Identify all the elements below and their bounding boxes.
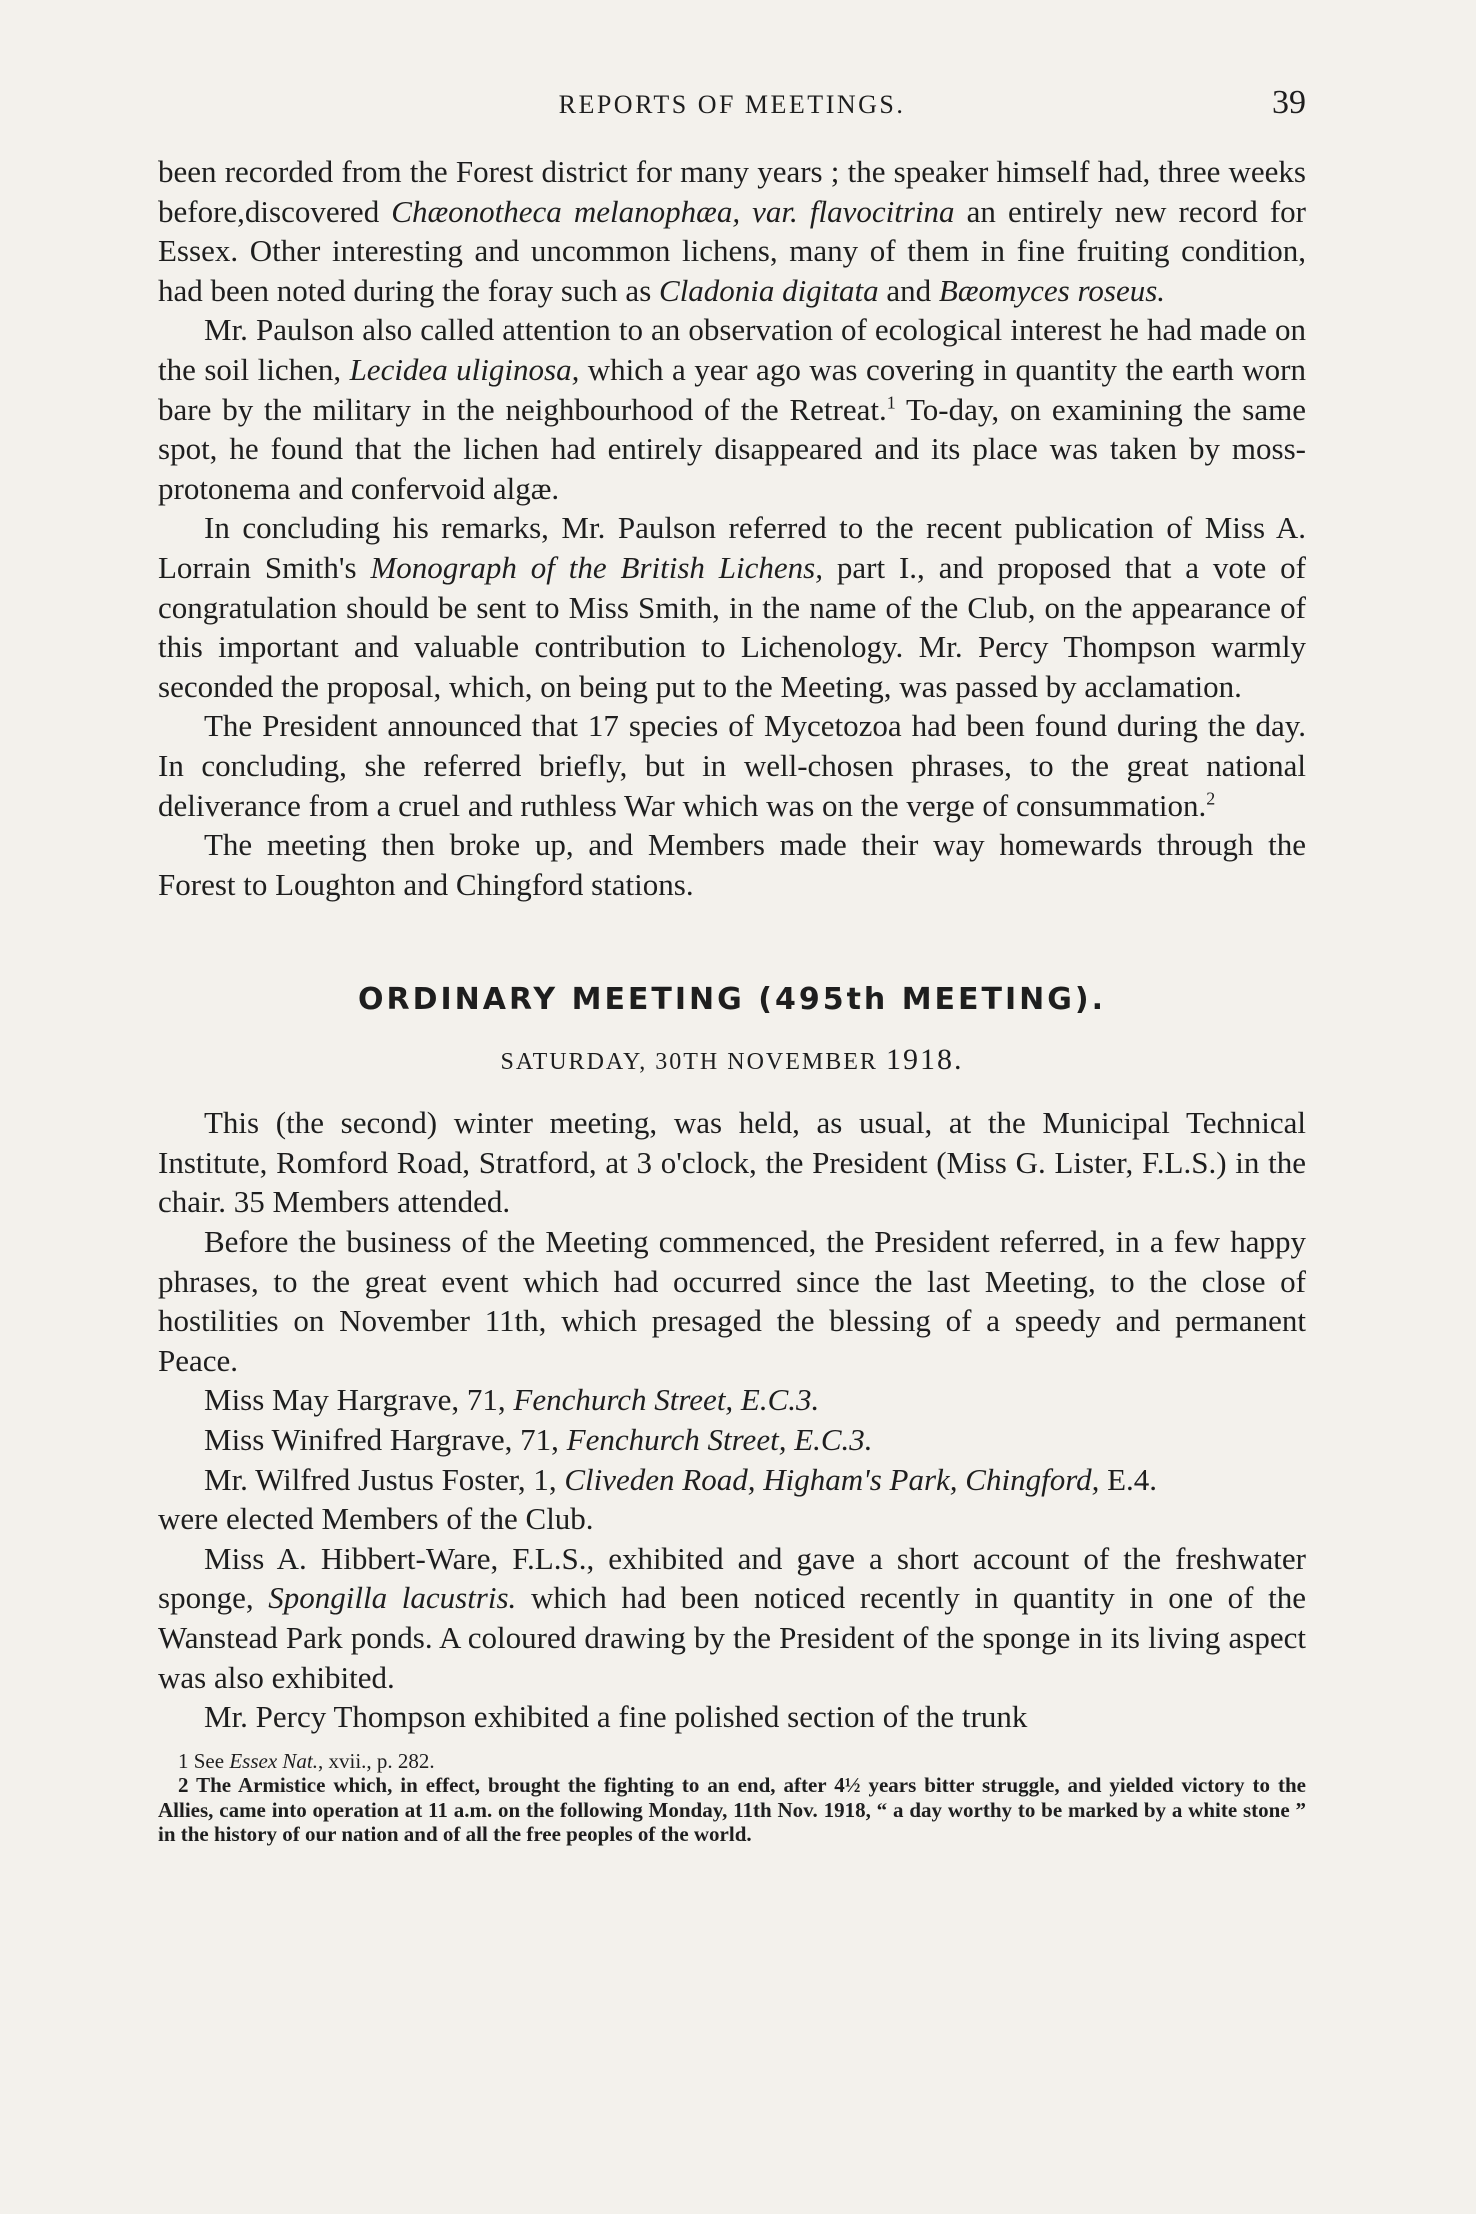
section-heading: ORDINARY MEETING (495th MEETING). xyxy=(357,982,1107,1018)
paragraph-8: were elected Members of the Club. xyxy=(158,1501,594,1537)
paragraph-3 xyxy=(158,508,1306,706)
section-date xyxy=(158,1043,1306,1077)
paragraph-3-text-a: In concluding his remarks, Mr. Paulson referred to the recent publication of Miss A. Lorrain Smith's xyxy=(158,510,1306,585)
species-name: Spongilla lacustris. xyxy=(268,1580,517,1616)
section-date-day: SATURDAY, 30TH NOVEMBER xyxy=(500,1049,886,1076)
paragraph-4 xyxy=(158,706,1306,825)
paragraph-1 xyxy=(158,152,1306,310)
footnote-1-source: Essex Nat. xyxy=(229,1748,318,1773)
paragraph-3-text-c: part I., and proposed that a vote of congratulation should be sent to Miss Smith, in the name of the Club, on the appearance of this important and valuable contribution to Lichenology. Mr. Percy Thompson warmly seconded the proposal, which, on being put to the Meeting, was passed by acclamation. xyxy=(158,549,1306,704)
member-address-tail: E.4. xyxy=(1099,1461,1158,1497)
member-address: Fenchurch Street, E.C.3. xyxy=(513,1382,820,1418)
footnote-mark-2[interactable]: 2 xyxy=(1206,788,1216,809)
paragraph-7: Before the business of the Meeting commenced, the President referred, in a few happy phrases, to the great event which had occurred since the last Meeting, to the close of hostilities on November 11th, which presaged the blessing of a speedy and permanent Peace. xyxy=(158,1224,1306,1378)
body-text-2 xyxy=(158,1103,1306,1737)
paragraph-2 xyxy=(158,310,1306,508)
species-name: Chæonotheca melanophæa, var. flavocitrina xyxy=(391,193,955,229)
paragraph-4-text-a: The President announced that 17 species of Mycetozoa had been found during the day. In concluding, she referred briefly, but in well-chosen phrases, to the great national deliverance from a cruel and ruthless War which was on the verge of consummation. xyxy=(158,708,1306,823)
paragraph-6: This (the second) winter meeting, was held, as usual, at the Municipal Technical Institute, Romford Road, Stratford, at 3 o'clock, the President (Miss G. Lister, F.L.S.) in the chair. 35 Members attended. xyxy=(158,1105,1306,1220)
member-name: Miss Winifred Hargrave, 71, xyxy=(204,1422,567,1458)
member-entry xyxy=(158,1420,1306,1460)
paragraph-1-text-e: and xyxy=(878,272,939,308)
page-number: 39 xyxy=(1272,84,1306,121)
member-name: Miss May Hargrave, 71, xyxy=(204,1382,514,1418)
species-name: Bæomyces roseus. xyxy=(938,272,1166,308)
member-address: Cliveden Road, Higham's Park, Chingford, xyxy=(564,1461,1100,1497)
body-text xyxy=(158,152,1306,904)
footnote-1 xyxy=(158,1749,1306,1774)
member-name: Mr. Wilfred Justus Foster, 1, xyxy=(204,1461,565,1497)
member-address: Fenchurch Street, E.C.3. xyxy=(566,1422,873,1458)
footnote-1-rest: , xvii., p. 282. xyxy=(317,1748,435,1773)
book-title: Monograph of the British Lichens, xyxy=(370,549,823,585)
paragraph-1-text-c: an entirely new record for Essex. Other interesting and uncommon lichens, many of them in fine fruiting condition, had been noted during the foray such as xyxy=(158,193,1306,308)
footnote-1-mark: 1 See xyxy=(178,1748,230,1773)
paragraph-9-text-c: which had been noticed recently in quantity in one of the Wanstead Park ponds. A coloured drawing by the President of the sponge in its living aspect was also exhibited. xyxy=(158,1580,1306,1695)
paragraph-9-text-a: Miss A. Hibbert-Ware, F.L.S., exhibited and gave a short account of the freshwater sponge, xyxy=(158,1540,1306,1616)
paragraph-2-text-c: which a year ago was covering in quantity the earth worn bare by the military in the neighbourhood of the Retreat. xyxy=(158,351,1306,427)
paragraph-2-text-a: Mr. Paulson also called attention to an observation of ecological interest he had made on the soil lichen, xyxy=(158,312,1306,387)
paragraph-10: Mr. Percy Thompson exhibited a fine polished section of the trunk xyxy=(204,1699,1028,1735)
running-head xyxy=(158,84,1306,134)
running-title: REPORTS OF MEETINGS. xyxy=(558,90,906,119)
species-name: Lecidea uliginosa, xyxy=(349,351,580,387)
footnote-2: 2 The Armistice which, in effect, brought the fighting to an end, after 4½ years bitter struggle, and yielded victory to the Allies, came into operation at 11 a.m. on the following Monday, 11th Nov. 1918, “ a day worthy to be marked by a white stone ” in the history of our nation and of all the free peoples of the world. xyxy=(158,1773,1306,1847)
member-entry xyxy=(158,1460,1306,1500)
species-name: Cladonia digitata xyxy=(659,272,879,308)
footnotes xyxy=(158,1749,1306,1847)
paragraph-9 xyxy=(158,1539,1306,1697)
paragraph-2-text-d: To-day, on examining the same spot, he found that the lichen had entirely disappeared and its place was taken by moss-protonema and confervoid algæ. xyxy=(158,391,1306,506)
footnote-mark-1[interactable]: 1 xyxy=(886,392,896,413)
section-date-year: 1918. xyxy=(885,1043,964,1077)
paragraph-5: The meeting then broke up, and Members made their way homewards through the Forest to Loughton and Chingford stations. xyxy=(158,827,1306,902)
paragraph-1-text-a: been recorded from the Forest district for many years ; the speaker himself had, three weeks before,discovered xyxy=(158,154,1306,229)
member-entry xyxy=(158,1380,1306,1420)
